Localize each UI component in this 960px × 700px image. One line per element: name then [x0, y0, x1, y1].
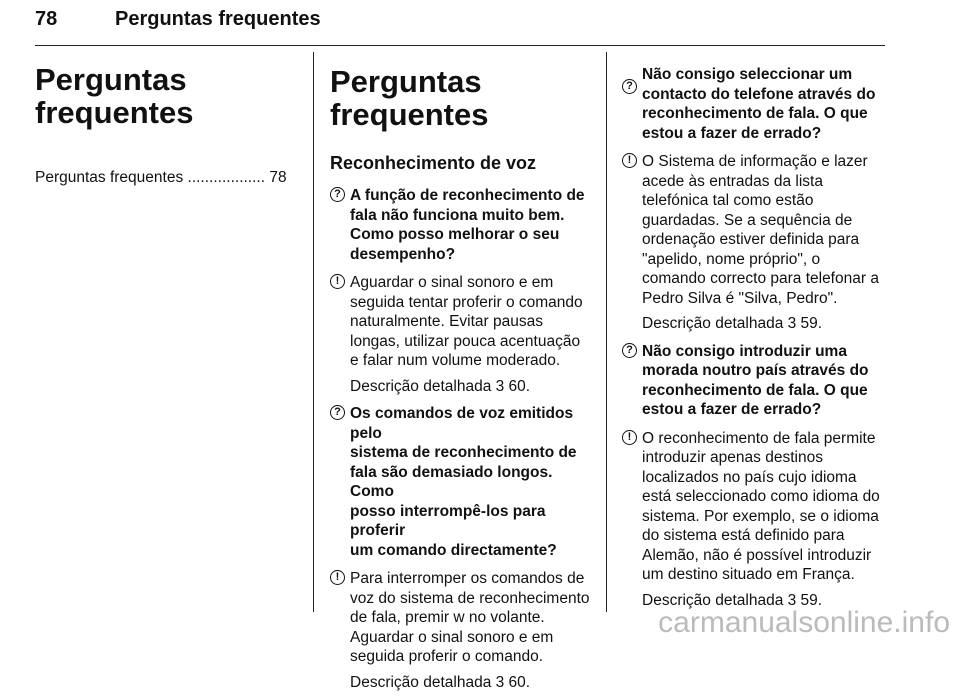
- faq-question: ? A função de reconhecimento de fala não funciona muito bem. Como posso melhorar o seu desempenho?: [330, 186, 592, 264]
- answer-icon: !: [622, 430, 637, 445]
- chapter-title: Perguntas frequentes: [35, 62, 194, 130]
- cross-reference[interactable]: Descrição detalhada 3 60.: [350, 377, 531, 395]
- faq-column-2: [622, 52, 887, 618]
- answer-icon: !: [330, 274, 345, 289]
- page-number: 78: [35, 8, 58, 30]
- subsection-heading: Reconhecimento de voz: [330, 153, 537, 173]
- answer-icon: !: [622, 153, 637, 168]
- column-divider: [313, 52, 314, 612]
- faq-answer: ! Aguardar o sinal sonoro e em seguida tentar proferir o comando naturalmente. Evitar pausas longas, utilizar pouca acentuação e falar num volume moderado. Descrição detalhada 3 60.: [330, 273, 592, 396]
- faq-answer: ! Para interromper os comandos de voz do sistema de reconhecimento de fala, premir w no volante. Aguardar o sinal sonoro e em seguida proferir o comando. Descrição detalhada 3 60.: [330, 569, 592, 692]
- faq-question: ? Os comandos de voz emitidos pelo sistema de reconhecimento de fala são demasiado longos. Como posso interrompê-los para proferir um comando directamente?: [330, 404, 592, 560]
- cross-reference[interactable]: Descrição detalhada 3 59.: [642, 315, 823, 332]
- chapter-intro-column: [35, 52, 300, 187]
- running-title: Perguntas frequentes: [115, 8, 321, 30]
- cross-reference[interactable]: Descrição detalhada 3 59.: [642, 591, 823, 609]
- faq-question: ? Não consigo seleccionar um contacto do telefone através do reconhecimento de fala. O que estou a fazer de errado?: [622, 65, 887, 143]
- column-divider: [606, 52, 607, 612]
- faq-column-1: [330, 52, 592, 700]
- faq-answer: ! O reconhecimento de fala permite introduzir apenas destinos localizados no país cujo idioma está seleccionado como idioma do sistema. Por exemplo, se o idioma do sistema está definido para Alemão, não é possível introduzir um destino situado em França. Descrição detalhada 3 59.: [622, 429, 887, 611]
- section-heading: Perguntas frequentes: [330, 64, 489, 132]
- question-icon: ?: [330, 405, 345, 420]
- question-icon: ?: [622, 343, 637, 358]
- watermark: carmanualsonline.info: [658, 606, 950, 639]
- page-header: [35, 5, 885, 46]
- question-icon: ?: [330, 187, 345, 202]
- faq-question: ? Não consigo introduzir uma morada noutro país através do reconhecimento de fala. O que estou a fazer de errado?: [622, 342, 887, 420]
- question-icon: ?: [622, 79, 637, 94]
- toc-entry[interactable]: Perguntas frequentes .................. 78: [35, 169, 287, 186]
- answer-icon: !: [330, 570, 345, 585]
- faq-answer: ! O Sistema de informação e lazer acede às entradas da lista telefónica tal como estão guardadas. Se a sequência de ordenação estiver definida para "apelido, nome próprio", o comando correcto para telefonar a Pedro Silva é "Silva, Pedro". Descrição detalhada 3 59.: [622, 152, 887, 334]
- cross-reference[interactable]: Descrição detalhada 3 60.: [350, 673, 531, 691]
